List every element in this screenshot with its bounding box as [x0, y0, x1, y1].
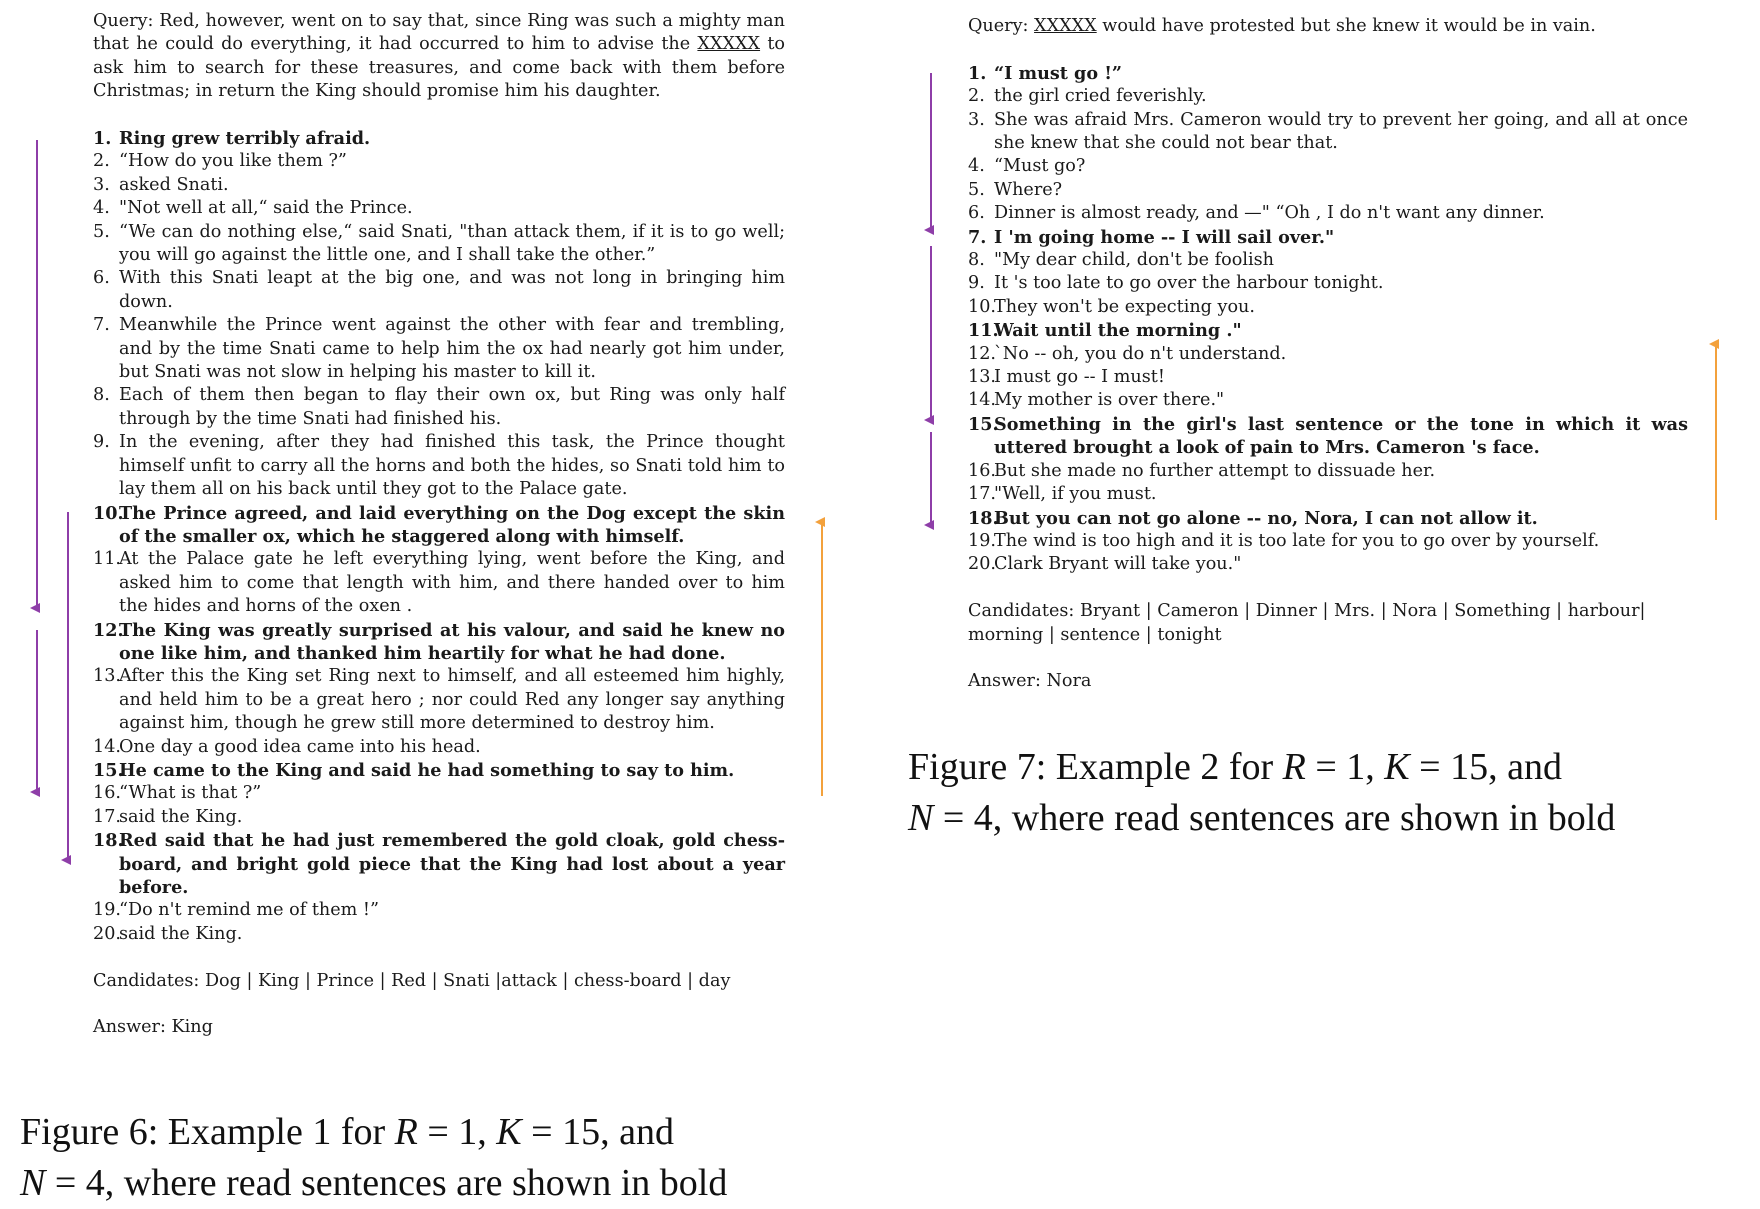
- query-mask: XXXXX: [1034, 16, 1097, 36]
- sentence-number: 6.: [968, 203, 985, 224]
- sentence-text: Something in the girl's last sentence or the tone in which it was uttered brought a look of pain to Mrs. Cameron 's face.: [994, 413, 1688, 459]
- sentence-number: 15.: [93, 759, 124, 781]
- query-mask: XXXXX: [697, 34, 761, 55]
- sentence-text: "Not well at all,“ said the Prince.: [119, 198, 413, 219]
- sentence-number: 5.: [93, 221, 110, 242]
- sentence-number: 16.: [968, 460, 996, 481]
- query-after: would have protested but she knew it would be in vain.: [1096, 16, 1596, 36]
- sentence-text: They won't be expecting you.: [994, 296, 1255, 317]
- sentence-number: 11.: [93, 549, 121, 570]
- sentence-text: "Well, if you must.: [994, 484, 1157, 505]
- caption-r-value: = 1,: [417, 1111, 497, 1153]
- sentence-text: “Must go?: [994, 156, 1086, 177]
- sentence-number: 19.: [93, 900, 121, 921]
- sentence-number: 16.: [93, 783, 121, 804]
- sentence-number: 9.: [93, 432, 110, 453]
- sentence-text: It 's too late to go over the harbour tonight.: [994, 273, 1384, 294]
- sentence-text: The Prince agreed, and laid everything on the Dog except the skin of the smaller ox, which he staggered along with himself.: [119, 502, 785, 547]
- sentence-text: Clark Bryant will take you.": [994, 554, 1242, 575]
- sentence-text: In the evening, after they had finished this task, the Prince thought himself unfit to carry all the horns and both the hides, so Snati told him to lay them all on his back until they got to the Palace gate.: [119, 432, 785, 500]
- sentence-text: “I must go !”: [994, 62, 1123, 84]
- sentence-number: 14.: [93, 736, 121, 757]
- sentence-number: 5.: [968, 179, 985, 200]
- sentence-text: I 'm going home -- I will sail over.": [994, 226, 1335, 248]
- caption-prefix: Figure 6: Example 1 for: [20, 1111, 395, 1153]
- sentence-text: At the Palace gate he left everything lying, went before the King, and asked him to come that length with him, and there handed over to him the hides and horns of the oxen .: [119, 549, 785, 617]
- sentence-number: 10.: [968, 296, 996, 317]
- sentence-text: She was afraid Mrs. Cameron would try to prevent her going, and all at once she knew that she could not bear that.: [994, 109, 1688, 154]
- sentence-text: With this Snati leapt at the big one, and was not long in bringing him down.: [119, 268, 785, 312]
- query-before: Query:: [968, 16, 1035, 36]
- sentence-number: 9.: [968, 273, 985, 294]
- sentence-text: `No -- oh, you do n't understand.: [994, 343, 1287, 364]
- sentence-number: 7.: [968, 226, 987, 248]
- caption-n-value: = 4, where read sentences are shown in bold: [933, 797, 1616, 839]
- sentence-text: Meanwhile the Prince went against the other with fear and trembling, and by the time Snati came to help him the ox had nearly got him under, but Snati was not slow in helping his master to kill it.: [119, 315, 785, 383]
- sentence-text: Each of them then began to flay their own ox, but Ring was only half through by the time Snati had finished his.: [119, 385, 785, 429]
- sentence-number: 17.: [968, 484, 996, 505]
- sentence-number: 17.: [93, 806, 121, 827]
- caption-prefix: Figure 7: Example 2 for: [908, 746, 1283, 788]
- sentence-number: 3.: [93, 174, 110, 195]
- sentence-text: “Do n't remind me of them !”: [119, 900, 379, 921]
- answer-text: Answer: Nora: [968, 671, 1092, 692]
- candidates-text: Candidates: Dog | King | Prince | Red | Snati |attack | chess-board | day: [93, 970, 731, 991]
- sentence-text: But she made no further attempt to dissuade her.: [994, 460, 1436, 481]
- sentence-number: 8.: [968, 250, 985, 271]
- sentence-text: asked Snati.: [119, 174, 229, 195]
- sentence-text: “What is that ?”: [119, 783, 262, 804]
- sentence-number: 11.: [968, 320, 999, 342]
- caption-var-n: N: [908, 797, 934, 839]
- sentence-text: said the King.: [119, 806, 243, 827]
- caption-var-r: R: [1282, 746, 1306, 788]
- sentence-text: After this the King set Ring next to himself, and all esteemed him highly, and held him to be a great hero ; nor could Red any longer say anything against him, though he grew still more determined to destroy him.: [119, 666, 785, 734]
- sentence-number: 15.: [968, 413, 999, 435]
- sentence-text: said the King.: [119, 923, 243, 944]
- caption-var-k: K: [496, 1111, 522, 1153]
- caption-var-k: K: [1384, 746, 1410, 788]
- sentence-text: He came to the King and said he had something to say to him.: [119, 759, 735, 781]
- sentence-number: 2.: [93, 151, 110, 172]
- sentence-number: 14.: [968, 390, 996, 411]
- sentence-number: 13.: [93, 666, 121, 687]
- sentence-number: 20.: [968, 554, 996, 575]
- caption-r-value: = 1,: [1305, 746, 1385, 788]
- query-before: Query: Red, however, went on to say that, since Ring was such a mighty man that he could do everything, it had occurred to him to advise the: [93, 11, 785, 55]
- sentence-text: My mother is over there.": [994, 390, 1225, 411]
- sentence-text: "My dear child, don't be foolish: [994, 250, 1274, 271]
- sentence-number: 4.: [968, 156, 985, 177]
- sentence-text: Ring grew terribly afraid.: [119, 128, 371, 150]
- sentence-text: Red said that he had just remembered the gold cloak, gold chess-board, and bright gold piece that the King had lost about a year before.: [119, 830, 785, 899]
- sentence-text: The King was greatly surprised at his valour, and said he knew no one like him, and thanked him heartily for what he had done.: [119, 619, 785, 664]
- sentence-number: 7.: [93, 315, 110, 336]
- caption-var-n: N: [20, 1162, 46, 1204]
- sentence-number: 18.: [968, 507, 999, 529]
- sentence-text: “We can do nothing else,“ said Snati, "than attack them, if it is to go well; you will go against the little one, and I shall take the other.”: [119, 221, 785, 266]
- sentence-number: 19.: [968, 530, 996, 551]
- answer-text: Answer: King: [93, 1017, 213, 1038]
- sentence-number: 12.: [93, 619, 124, 641]
- sentence-number: 6.: [93, 268, 110, 289]
- caption-k-value: = 15, and: [521, 1111, 674, 1153]
- sentence-number: 20.: [93, 923, 121, 944]
- sentence-number: 13.: [968, 367, 996, 388]
- sentence-text: I must go -- I must!: [994, 367, 1165, 388]
- caption-n-value: = 4, where read sentences are shown in bold: [45, 1162, 728, 1204]
- candidates-text: Candidates: Bryant | Cameron | Dinner | Mrs. | Nora | Something | harbour| morning | sentence | tonight: [968, 601, 1646, 645]
- sentence-text: Wait until the morning .": [994, 320, 1242, 342]
- sentence-text: “How do you like them ?”: [119, 151, 347, 172]
- sentence-number: 1.: [93, 128, 112, 150]
- sentence-number: 10.: [93, 502, 124, 524]
- sentence-text: Dinner is almost ready, and —" “Oh , I do n't want any dinner.: [994, 203, 1545, 224]
- caption-k-value: = 15, and: [1409, 746, 1562, 788]
- sentence-number: 2.: [968, 86, 985, 107]
- sentence-text: But you can not go alone -- no, Nora, I can not allow it.: [994, 507, 1538, 529]
- sentence-number: 18.: [93, 830, 124, 852]
- sentence-text: One day a good idea came into his head.: [119, 736, 481, 757]
- query-after: to ask him to search for these treasures, and come back with them before Christmas; in return the King should promise him his daughter.: [93, 34, 785, 102]
- sentence-text: The wind is too high and it is too late for you to go over by yourself.: [994, 530, 1600, 551]
- sentence-text: the girl cried feverishly.: [994, 86, 1207, 107]
- sentence-number: 4.: [93, 198, 110, 219]
- caption-var-r: R: [394, 1111, 418, 1153]
- sentence-number: 8.: [93, 385, 110, 406]
- sentence-number: 12.: [968, 343, 996, 364]
- sentence-number: 1.: [968, 62, 987, 84]
- sentence-number: 3.: [968, 109, 985, 130]
- sentence-text: Where?: [994, 179, 1063, 200]
